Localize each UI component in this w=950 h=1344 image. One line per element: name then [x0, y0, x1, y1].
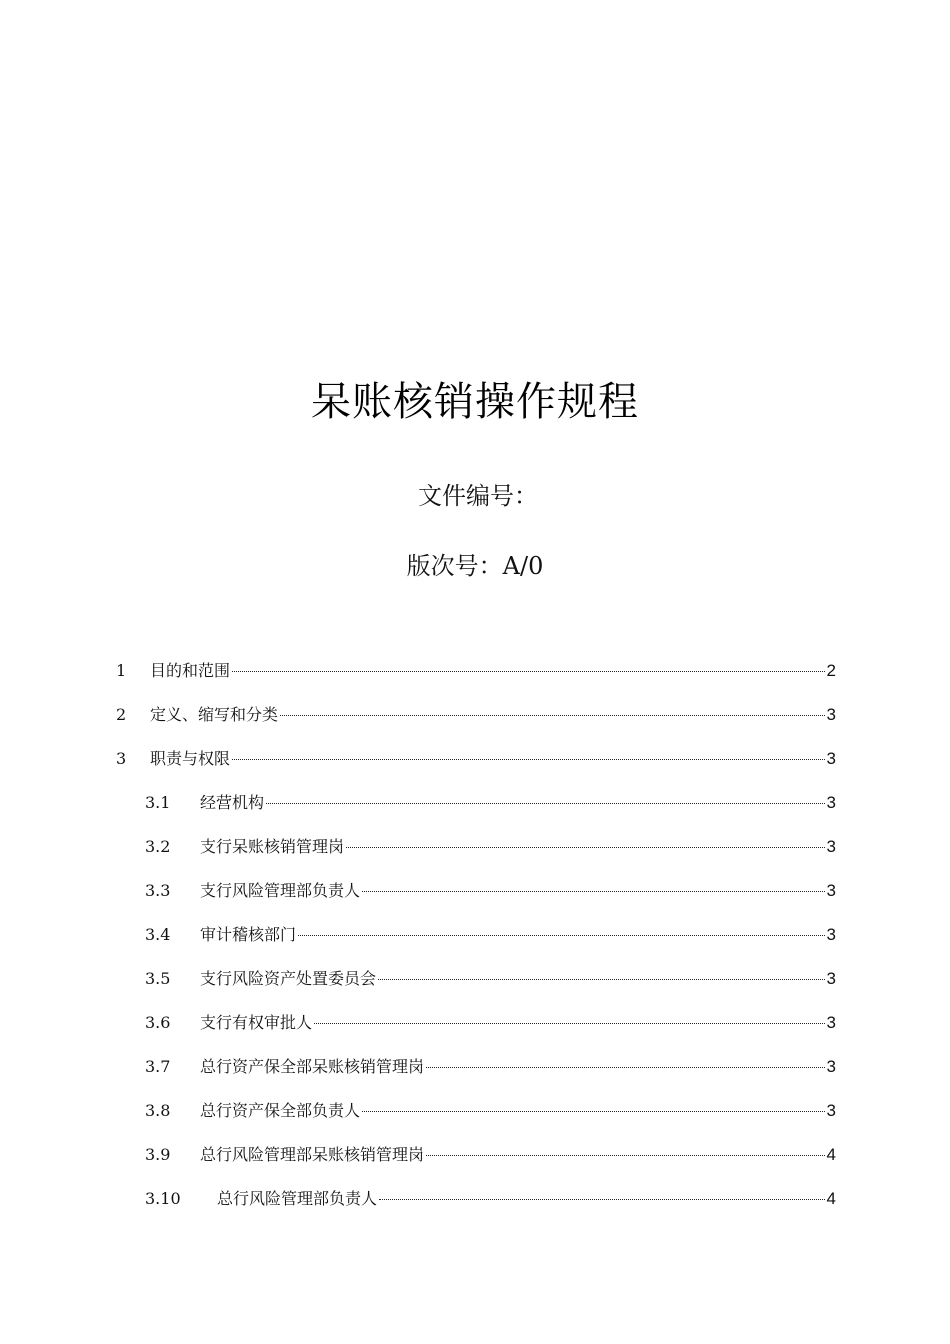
toc-entry-label: 目的和范围	[150, 661, 231, 680]
toc-entry-page: 4	[826, 1189, 836, 1208]
toc-entry-page: 3	[826, 881, 836, 900]
toc-entry[interactable]	[145, 876, 836, 906]
toc-dot-leader	[378, 979, 825, 980]
toc-dot-leader	[266, 803, 825, 804]
toc-entry-page: 4	[826, 1145, 836, 1164]
toc-dot-leader	[232, 671, 825, 672]
toc-entry-number: 3.1	[145, 793, 171, 812]
toc-dot-leader	[426, 1155, 825, 1156]
toc-dot-leader	[314, 1023, 825, 1024]
toc-entry[interactable]	[145, 1096, 836, 1126]
toc-entry-label: 支行风险资产处置委员会	[200, 969, 377, 988]
toc-entry-number: 3.5	[145, 969, 171, 988]
toc-entry-label: 总行资产保全部呆账核销管理岗	[200, 1057, 425, 1076]
toc-entry-number: 3.9	[145, 1145, 171, 1164]
toc-entry-label: 支行风险管理部负责人	[200, 881, 361, 900]
toc-entry-page: 3	[826, 1057, 836, 1076]
toc-entry-number: 3.6	[145, 1013, 171, 1032]
document-title: 呆账核销操作规程	[311, 379, 639, 425]
document-number-label: 文件编号：	[418, 482, 538, 510]
toc-entry-label: 支行呆账核销管理岗	[200, 837, 345, 856]
toc-entry[interactable]	[145, 788, 836, 818]
toc-entry[interactable]	[116, 700, 836, 730]
toc-entry[interactable]	[116, 656, 836, 686]
toc-entry-number: 3.10	[145, 1189, 181, 1208]
document-version-label: 版次号：A/0	[406, 552, 544, 580]
toc-entry-label: 总行风险管理部呆账核销管理岗	[200, 1145, 425, 1164]
toc-entry[interactable]	[116, 744, 836, 774]
toc-entry[interactable]	[145, 1184, 836, 1214]
toc-entry-page: 3	[826, 1101, 836, 1120]
toc-entry-label: 职责与权限	[150, 749, 231, 768]
toc-dot-leader	[379, 1199, 825, 1200]
toc-entry-page: 3	[826, 1013, 836, 1032]
toc-entry[interactable]	[145, 920, 836, 950]
toc-entry[interactable]	[145, 964, 836, 994]
toc-dot-leader	[346, 847, 825, 848]
toc-dot-leader	[232, 759, 825, 760]
toc-entry-number: 1	[116, 661, 127, 680]
toc-entry-label: 经营机构	[200, 793, 265, 812]
toc-entry-page: 3	[826, 749, 836, 768]
toc-entry[interactable]	[145, 832, 836, 862]
toc-entry-label: 支行有权审批人	[200, 1013, 313, 1032]
toc-entry-number: 2	[116, 705, 127, 724]
toc-entry-page: 3	[826, 925, 836, 944]
toc-dot-leader	[362, 1111, 825, 1112]
toc-dot-leader	[280, 715, 825, 716]
toc-entry-label: 审计稽核部门	[200, 925, 297, 944]
toc-entry-number: 3.7	[145, 1057, 171, 1076]
toc-entry-label: 定义、缩写和分类	[150, 705, 279, 724]
toc-dot-leader	[298, 935, 825, 936]
toc-entry-page: 3	[826, 969, 836, 988]
toc-entry-page: 3	[826, 793, 836, 812]
toc-entry-page: 3	[826, 837, 836, 856]
toc-dot-leader	[426, 1067, 825, 1068]
toc-entry-number: 3.4	[145, 925, 171, 944]
toc-entry-label: 总行资产保全部负责人	[200, 1101, 361, 1120]
toc-entry-number: 3.2	[145, 837, 171, 856]
toc-entry-page: 2	[826, 661, 836, 680]
toc-dot-leader	[362, 891, 825, 892]
toc-entry-number: 3.3	[145, 881, 171, 900]
toc-entry[interactable]	[145, 1052, 836, 1082]
toc-entry[interactable]	[145, 1008, 836, 1038]
toc-entry-number: 3	[116, 749, 127, 768]
toc-entry-label: 总行风险管理部负责人	[217, 1189, 378, 1208]
toc-entry-number: 3.8	[145, 1101, 171, 1120]
toc-entry-page: 3	[826, 705, 836, 724]
toc-entry[interactable]	[145, 1140, 836, 1170]
